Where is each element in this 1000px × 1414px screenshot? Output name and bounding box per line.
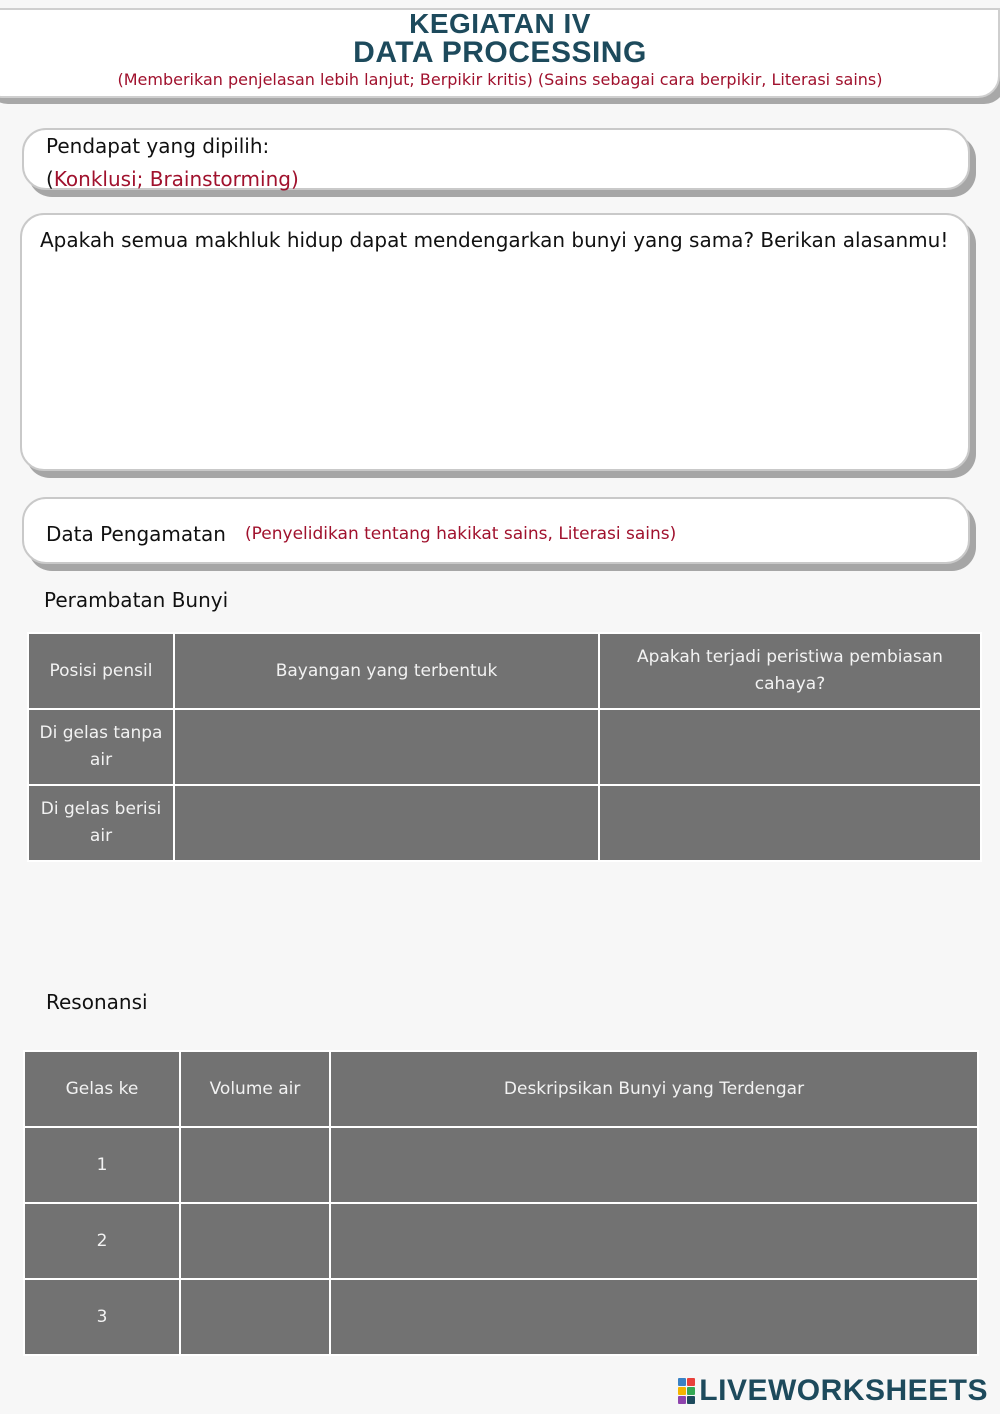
- table2-title: Resonansi: [46, 990, 148, 1014]
- table-row: [24, 1127, 978, 1203]
- answer-cell[interactable]: [330, 1127, 978, 1203]
- glass-number-cell: 2: [24, 1203, 180, 1279]
- table-row: [28, 709, 981, 785]
- table-header-cell: Deskripsikan Bunyi yang Terdengar: [330, 1051, 978, 1127]
- glass-number-cell: 1: [24, 1127, 180, 1203]
- logo-square: [687, 1396, 695, 1404]
- opinion-detail: Konklusi; Brainstorming): [53, 167, 299, 191]
- answer-cell[interactable]: [174, 709, 599, 785]
- answer-cell[interactable]: [599, 785, 981, 861]
- row-label-cell: Di gelas berisi air: [28, 785, 174, 861]
- table1-title: Perambatan Bunyi: [44, 588, 229, 612]
- activity-skills-note: (Memberikan penjelasan lebih lanjut; Berpikir kritis) (Sains sebagai cara berpikir, Literasi sains): [117, 70, 883, 89]
- table-header-cell: Gelas ke: [24, 1051, 180, 1127]
- liveworksheets-brand: [678, 1374, 988, 1408]
- answer-cell[interactable]: [174, 785, 599, 861]
- logo-square: [687, 1387, 695, 1395]
- table-row: [28, 785, 981, 861]
- logo-square: [678, 1387, 686, 1395]
- liveworksheets-logo-icon: [678, 1378, 695, 1404]
- answer-cell[interactable]: [599, 709, 981, 785]
- brand-text: LIVEWORKSHEETS: [699, 1374, 988, 1407]
- resonance-table: [23, 1050, 979, 1356]
- question-text: Apakah semua makhluk hidup dapat mendengarkan bunyi yang sama? Berikan alasanmu!: [40, 228, 949, 252]
- answer-cell[interactable]: [180, 1127, 330, 1203]
- opinion-label: Pendapat yang dipilih:: [46, 134, 270, 158]
- table-row: [24, 1203, 978, 1279]
- glass-number-cell: 3: [24, 1279, 180, 1355]
- table-header-cell: Volume air: [180, 1051, 330, 1127]
- table-row: [24, 1279, 978, 1355]
- observation-note: (Penyelidikan tentang hakikat sains, Literasi sains): [245, 524, 677, 544]
- activity-subtitle-title: DATA PROCESSING: [353, 36, 647, 69]
- answer-cell[interactable]: [180, 1279, 330, 1355]
- table-header-row: [28, 633, 981, 709]
- logo-square: [687, 1378, 695, 1386]
- logo-square: [678, 1396, 686, 1404]
- answer-cell[interactable]: [330, 1279, 978, 1355]
- table-header-cell: Posisi pensil: [28, 633, 174, 709]
- table-header-cell: Apakah terjadi peristiwa pembiasan cahaya?: [599, 633, 981, 709]
- observation-label: Data Pengamatan: [46, 522, 226, 546]
- opinion-detail-line: [46, 167, 299, 191]
- activity-title: KEGIATAN IV: [409, 8, 591, 39]
- row-label-cell: Di gelas tanpa air: [28, 709, 174, 785]
- table-header-cell: Bayangan yang terbentuk: [174, 633, 599, 709]
- propagation-table: [27, 632, 982, 862]
- logo-square: [678, 1378, 686, 1386]
- answer-cell[interactable]: [330, 1203, 978, 1279]
- answer-cell[interactable]: [180, 1203, 330, 1279]
- table-header-row: [24, 1051, 978, 1127]
- opinion-paren: (: [46, 167, 54, 191]
